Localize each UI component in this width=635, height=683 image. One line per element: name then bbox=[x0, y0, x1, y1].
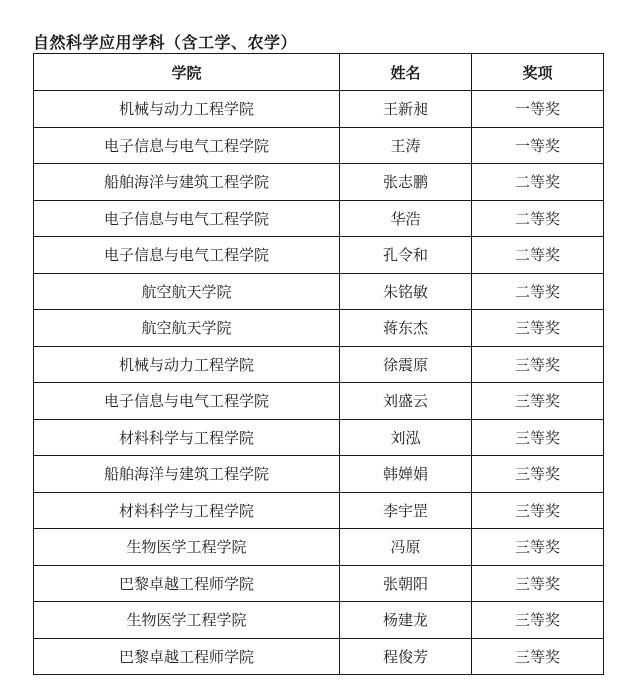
cell-award: 二等奖 bbox=[472, 273, 604, 310]
table-row bbox=[34, 565, 604, 602]
header-college: 学院 bbox=[34, 54, 340, 91]
cell-college: 生物医学工程学院 bbox=[34, 602, 340, 639]
cell-name: 李宇罡 bbox=[340, 492, 472, 529]
cell-award: 三等奖 bbox=[472, 310, 604, 347]
cell-college: 航空航天学院 bbox=[34, 273, 340, 310]
cell-name: 程俊芳 bbox=[340, 638, 472, 675]
header-name: 姓名 bbox=[340, 54, 472, 91]
table-row bbox=[34, 419, 604, 456]
section-title: 自然科学应用学科（含工学、农学） bbox=[33, 33, 298, 52]
table-row bbox=[34, 310, 604, 347]
cell-award: 二等奖 bbox=[472, 200, 604, 237]
table-row bbox=[34, 602, 604, 639]
table-row bbox=[34, 529, 604, 566]
cell-name: 王新昶 bbox=[340, 91, 472, 128]
cell-name: 孔令和 bbox=[340, 237, 472, 274]
cell-college: 机械与动力工程学院 bbox=[34, 91, 340, 128]
cell-name: 冯原 bbox=[340, 529, 472, 566]
cell-award: 一等奖 bbox=[472, 91, 604, 128]
cell-name: 徐震原 bbox=[340, 346, 472, 383]
cell-college: 船舶海洋与建筑工程学院 bbox=[34, 456, 340, 493]
table-row bbox=[34, 273, 604, 310]
cell-college: 电子信息与电气工程学院 bbox=[34, 127, 340, 164]
cell-college: 电子信息与电气工程学院 bbox=[34, 237, 340, 274]
cell-award: 二等奖 bbox=[472, 164, 604, 201]
cell-name: 蒋东杰 bbox=[340, 310, 472, 347]
cell-name: 王涛 bbox=[340, 127, 472, 164]
awards-table bbox=[33, 53, 604, 675]
cell-name: 杨建龙 bbox=[340, 602, 472, 639]
cell-name: 张朝阳 bbox=[340, 565, 472, 602]
cell-college: 巴黎卓越工程师学院 bbox=[34, 638, 340, 675]
cell-college: 船舶海洋与建筑工程学院 bbox=[34, 164, 340, 201]
cell-award: 三等奖 bbox=[472, 383, 604, 420]
table-row bbox=[34, 492, 604, 529]
table-row bbox=[34, 164, 604, 201]
table-row bbox=[34, 200, 604, 237]
cell-name: 朱铭敏 bbox=[340, 273, 472, 310]
cell-award: 二等奖 bbox=[472, 237, 604, 274]
table-row bbox=[34, 383, 604, 420]
table-header-row bbox=[34, 54, 604, 91]
table-row bbox=[34, 91, 604, 128]
cell-college: 机械与动力工程学院 bbox=[34, 346, 340, 383]
table-row bbox=[34, 456, 604, 493]
table-row bbox=[34, 237, 604, 274]
cell-college: 电子信息与电气工程学院 bbox=[34, 383, 340, 420]
cell-award: 三等奖 bbox=[472, 346, 604, 383]
header-award: 奖项 bbox=[472, 54, 604, 91]
cell-college: 电子信息与电气工程学院 bbox=[34, 200, 340, 237]
cell-college: 航空航天学院 bbox=[34, 310, 340, 347]
cell-award: 三等奖 bbox=[472, 602, 604, 639]
cell-award: 三等奖 bbox=[472, 529, 604, 566]
table-body bbox=[34, 91, 604, 675]
cell-award: 三等奖 bbox=[472, 419, 604, 456]
cell-name: 韩婵娟 bbox=[340, 456, 472, 493]
table-row bbox=[34, 638, 604, 675]
cell-award: 三等奖 bbox=[472, 456, 604, 493]
cell-name: 刘泓 bbox=[340, 419, 472, 456]
cell-college: 材料科学与工程学院 bbox=[34, 419, 340, 456]
cell-award: 一等奖 bbox=[472, 127, 604, 164]
cell-award: 三等奖 bbox=[472, 638, 604, 675]
cell-college: 巴黎卓越工程师学院 bbox=[34, 565, 340, 602]
cell-name: 华浩 bbox=[340, 200, 472, 237]
cell-award: 三等奖 bbox=[472, 492, 604, 529]
cell-name: 张志鹏 bbox=[340, 164, 472, 201]
cell-name: 刘盛云 bbox=[340, 383, 472, 420]
cell-award: 三等奖 bbox=[472, 565, 604, 602]
cell-college: 生物医学工程学院 bbox=[34, 529, 340, 566]
table-row bbox=[34, 127, 604, 164]
table-row bbox=[34, 346, 604, 383]
cell-college: 材料科学与工程学院 bbox=[34, 492, 340, 529]
